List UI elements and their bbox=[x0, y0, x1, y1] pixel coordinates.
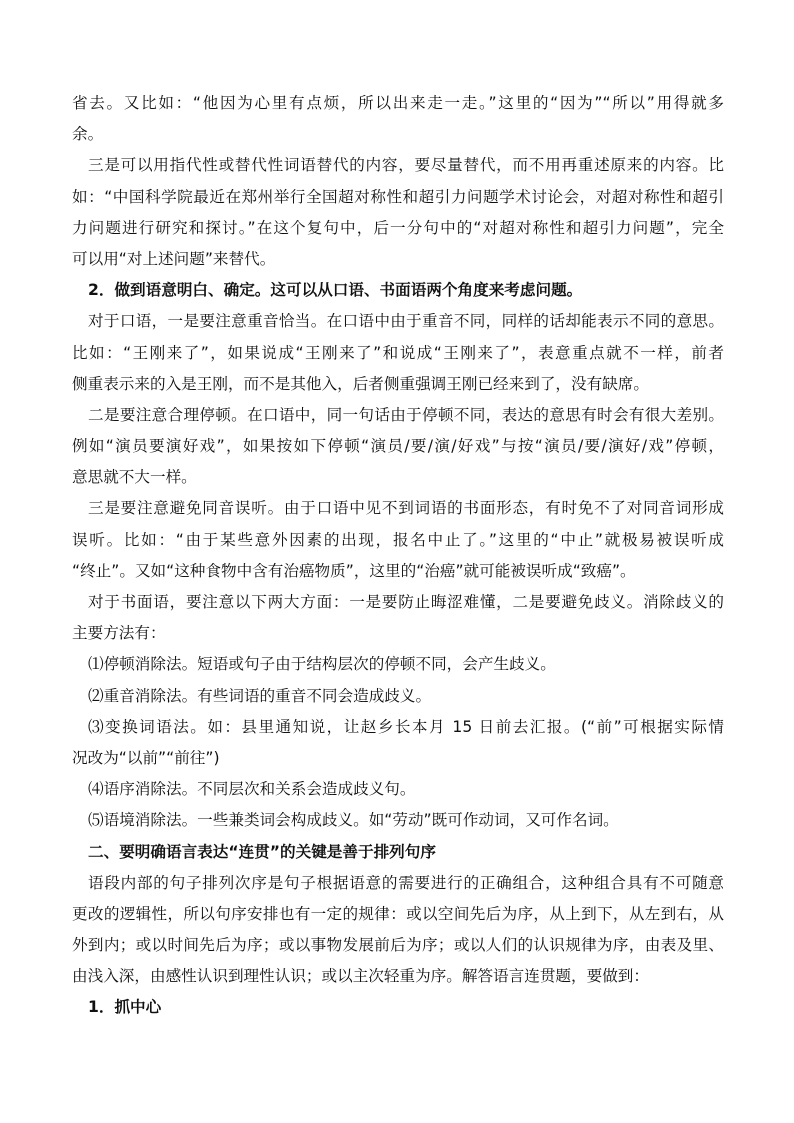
paragraph-line: 由浅入深，由感性认识到理性认识；或以主次轻重为序。解答语言连贯题，要做到： bbox=[72, 967, 649, 986]
paragraph-line: 对于口语，一是要注意重音恰当。在口语中由于重音不同，同样的话却能表示不同的意思。 bbox=[88, 312, 724, 331]
list-item: ⑸语境消除法。一些兼类词会构成歧义。如“劳动”既可作动词，又可作名词。 bbox=[88, 811, 619, 830]
list-item: ⑵重音消除法。有些词语的重音不同会造成歧义。 bbox=[88, 686, 432, 705]
paragraph-line: 比如：“王刚来了”，如果说成“王刚来了”和说成“王刚来了”，表意重点就不一样，前者 bbox=[72, 343, 724, 362]
paragraph-line: 三是要注意避免同音误听。由于口语中见不到词语的书面形态，有时免不了对同音词形成 bbox=[88, 499, 724, 518]
paragraph-line: 侧重表示来的入是王刚，而不是其他入，后者侧重强调王刚已经来到了，没有缺席。 bbox=[72, 374, 649, 393]
paragraph-line: 余。 bbox=[72, 125, 104, 144]
paragraph-line: 外到内；或以时间先后为序；或以事物发展前后为序；或以人们的认识规律为序，由表及里、 bbox=[72, 936, 724, 955]
paragraph-line: 力问题进行研究和探讨。”在这个复句中，后一分句中的“对超对称性和超引力问题”，完全 bbox=[72, 218, 724, 237]
list-item: ⑶变换词语法。如：县里通知说，让赵乡长本月 15 日前去汇报。(“前”可根据实际情 bbox=[88, 717, 724, 736]
section-heading: 2．做到语意明白、确定。这可以从口语、书面语两个角度来考虑问题。 bbox=[88, 281, 583, 300]
paragraph-line: “终止”。又如“这种食物中含有治癌物质”，这里的“治癌”就可能被误听成“致癌”。 bbox=[72, 561, 636, 580]
paragraph-line: 语段内部的句子排列次序是句子根据语意的需要进行的正确组合，这种组合具有不可随意 bbox=[88, 873, 724, 892]
paragraph-line: 二是要注意合理停顿。在口语中，同一句话由于停顿不同，表达的意思有时会有很大差别。 bbox=[88, 405, 724, 424]
paragraph-line: 意思就不大一样。 bbox=[72, 468, 197, 487]
paragraph-line: 对于书面语，要注意以下两大方面：一是要防止晦涩难懂，二是要避免歧义。消除歧义的 bbox=[88, 593, 724, 611]
section-heading: 二、要明确语言表达“连贯”的关键是善于排列句序 bbox=[88, 842, 436, 861]
document-page bbox=[72, 88, 724, 1024]
paragraph-line: 如：“中国科学院最近在郑州举行全国超对称性和超引力问题学术讨论会，对超对称性和超引 bbox=[72, 187, 724, 206]
subsection-heading: 1．抓中心 bbox=[88, 998, 162, 1017]
list-item-continuation: 况改为“以前”“前往”) bbox=[72, 748, 220, 767]
paragraph-line: 误听。比如：“由于某些意外因素的出现，报名中止了。”这里的“中止”就极易被误听成 bbox=[72, 530, 724, 549]
paragraph-line: 可以用“对上述问题”来替代。 bbox=[72, 249, 276, 268]
paragraph-line: 更改的逻辑性，所以句序安排也有一定的规律：或以空间先后为序，从上到下，从左到右，从 bbox=[72, 904, 724, 923]
paragraph-line: 三是可以用指代性或替代性词语替代的内容，要尽量替代，而不用再重述原来的内容。比 bbox=[88, 156, 724, 175]
paragraph-line: 主要方法有： bbox=[72, 624, 166, 643]
paragraph-line: 省去。又比如：“他因为心里有点烦，所以出来走一走。”这里的“因为”“所以”用得就多 bbox=[72, 94, 724, 112]
list-item: ⑷语序消除法。不同层次和关系会造成歧义句。 bbox=[88, 780, 416, 799]
paragraph-line: 例如“演员要演好戏”，如果按如下停顿“演员/要/演/好戏”与按“演员/要/演好/戏”停顿， bbox=[72, 437, 724, 456]
list-item: ⑴停顿消除法。短语或句子由于结构层次的停顿不同，会产生歧义。 bbox=[88, 655, 556, 674]
